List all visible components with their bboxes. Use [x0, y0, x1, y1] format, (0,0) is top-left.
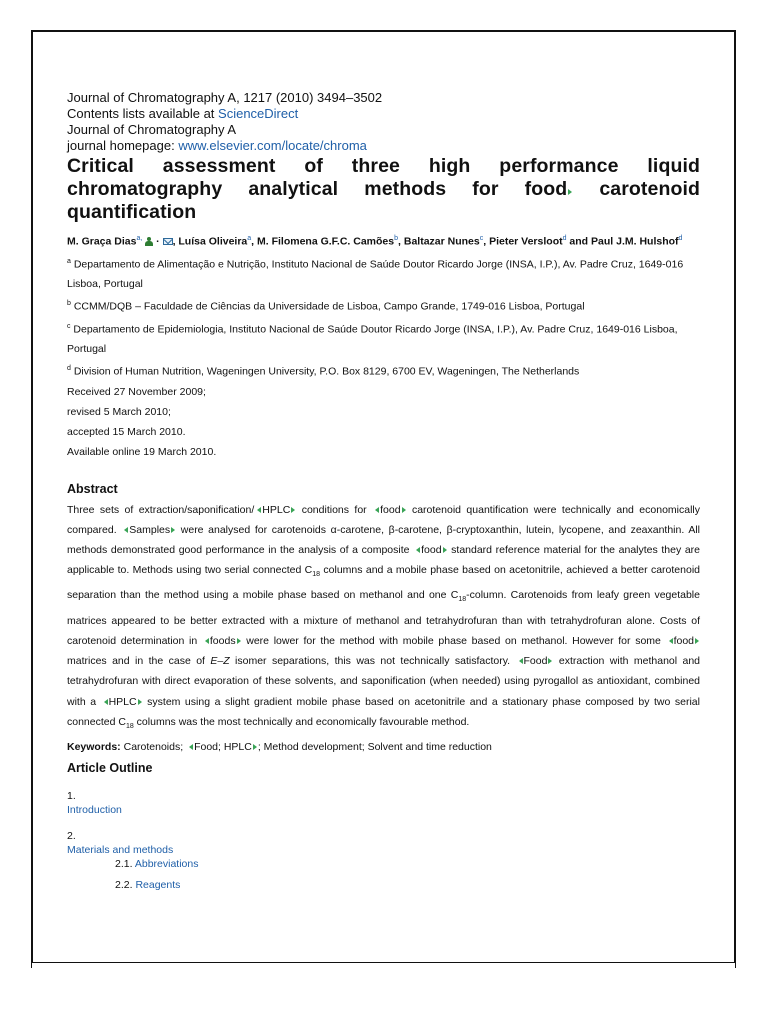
highlight-start-icon [373, 506, 379, 514]
outline-link-reagents[interactable]: Reagents [135, 879, 181, 892]
article [67, 90, 700, 899]
affiliation: $^c$ Departamento de Epidemiologia, Instituto Nacional de Saúde Doutor Ricardo Jorge (INSA, I.P.), Av. Padre Cruz, 1649-016 Lisboa, Portugal [67, 322, 678, 355]
article-title: Critical assessment of three high performance liquid chromatography analytical methods for food carotenoid quantification [67, 155, 701, 223]
affiliation: $^b$ CCMM/DQB – Faculdade de Ciências da Universidade de Lisboa, Campo Grande, 1749-016 Lisboa, Portugal [67, 300, 585, 313]
outline-link-materials-methods[interactable]: Materials and methods [67, 844, 174, 857]
highlight-start-icon [414, 546, 420, 554]
contents-line: Contents lists available at ScienceDirect [67, 106, 299, 121]
highlight-end-icon [171, 526, 175, 534]
homepage-link[interactable]: www.elsevier.com/locate/chroma [178, 138, 367, 153]
highlight-end-icon [548, 657, 552, 665]
highlight-end-icon [291, 506, 295, 514]
highlight-marker-icon [568, 188, 572, 196]
highlight-start-icon [187, 743, 193, 751]
outline-number: 2. [67, 830, 76, 843]
crop-mark-right [735, 956, 736, 968]
highlight-end-icon [402, 506, 406, 514]
highlight-start-icon [255, 506, 261, 514]
author-name[interactable]: , M. Filomena G.F.C. Camões [251, 235, 395, 248]
affiliation: $^a$ Departamento de Alimentação e Nutrição, Instituto Nacional de Saúde Doutor Ricardo Jorge (INSA, I.P.), Av. Padre Cruz, 1649-016 Lisboa, Portugal [67, 257, 684, 290]
outline-heading: Article Outline [67, 761, 153, 776]
crop-mark-left [31, 956, 32, 968]
author-name[interactable]: and Paul J.M. Hulshof [566, 235, 679, 248]
online-date: Available online 19 March 2010. [67, 445, 217, 458]
highlight-start-icon [122, 526, 128, 534]
homepage-line: journal homepage: www.elsevier.com/locate/chroma [67, 138, 367, 153]
sciencedirect-link[interactable]: ScienceDirect [218, 106, 299, 121]
outline-subitem: 2.1. Abbreviations [115, 858, 199, 871]
outline-link-introduction[interactable]: Introduction [67, 804, 122, 817]
outline-link-abbreviations[interactable]: Abbreviations [134, 858, 199, 871]
highlight-start-icon [667, 637, 673, 645]
author-list: M. Graça Dias$^{a,}$ · , Luísa Oliveira$^a$, M. Filomena G.F.C. Camões$^b$, Baltazar Nunes$^c$, Pieter Versloot$^d$ and Paul J.M. Hulshof$^d$ [67, 235, 683, 248]
citation: Journal of Chromatography A, 1217 (2010) 3494–3502 [67, 90, 383, 105]
abstract-text: Three sets of extraction/saponification/ HPLC conditions for food carotenoid quantification were technically and economically compared. Samples were analysed for carotenoids α-carotene, β-carotene, β-cryptoxanthin, lutein, lycopene, and zeaxanthin. All methods demonstrated good performance in the analysis of a composite food standard reference material for the analytes they are applicable to. Methods using two serial connected $C_{18}$ columns and a mobile phase based on acetonitrile, achieved a better carotenoid separation than the method using a mobile phase based on methanol and one $C_{18}$-column. Carotenoids from leafy green vegetable matrices appeared to be better extracted with a mixture of methanol and tetrahydrofuran than with tetrahydrofuran alone. Costs of carotenoid determination in foods were lower for the method with mobile phase based on methanol. However for some food matrices and in the case of E–Z isomer separations, this was not technically satisfactory. Food extraction with methanol and tetrahydrofuran with direct evaporation of these solvents, and saponification (when needed) using pyrogallol as antioxidant, combined with a HPLC system using a slight gradient mobile phase based on acetonitrile and a stationary phase composed by two serial connected $C_{18}$ columns was the most technically and economically favourable method. [67, 503, 701, 730]
affiliation: $^d$ Division of Human Nutrition, Wageningen University, P.O. Box 8129, 6700 EV, Wageningen, The Netherlands [67, 365, 580, 378]
highlight-start-icon [203, 637, 209, 645]
highlight-end-icon [443, 546, 447, 554]
affiliations [67, 252, 700, 382]
accepted-date: accepted 15 March 2010. [67, 425, 186, 438]
abstract-heading: Abstract [67, 481, 118, 496]
revised-date: revised 5 March 2010; [67, 405, 171, 418]
page-frame-bottom [31, 962, 736, 963]
article-history [67, 382, 700, 462]
author-name[interactable]: , Luísa Oliveira [172, 235, 248, 248]
highlight-end-icon [695, 637, 699, 645]
author-name[interactable]: M. Graça Dias [67, 235, 137, 248]
author-name[interactable]: , Baltazar Nunes [398, 235, 480, 248]
received-date: Received 27 November 2009; [67, 385, 206, 398]
highlight-start-icon [102, 698, 108, 706]
author-name[interactable]: , Pieter Versloot [483, 235, 563, 248]
highlight-end-icon [237, 637, 241, 645]
outline-number: 1. [67, 790, 76, 803]
person-icon[interactable] [145, 237, 153, 246]
keywords: Keywords: Carotenoids; Food; HPLC ; Method development; Solvent and time reduction [67, 741, 492, 754]
outline-subitem: 2.2. Reagents [115, 879, 181, 892]
email-icon[interactable] [163, 238, 173, 245]
highlight-end-icon [253, 743, 257, 751]
journal-name: Journal of Chromatography A [67, 122, 237, 137]
highlight-end-icon [138, 698, 142, 706]
highlight-start-icon [517, 657, 523, 665]
